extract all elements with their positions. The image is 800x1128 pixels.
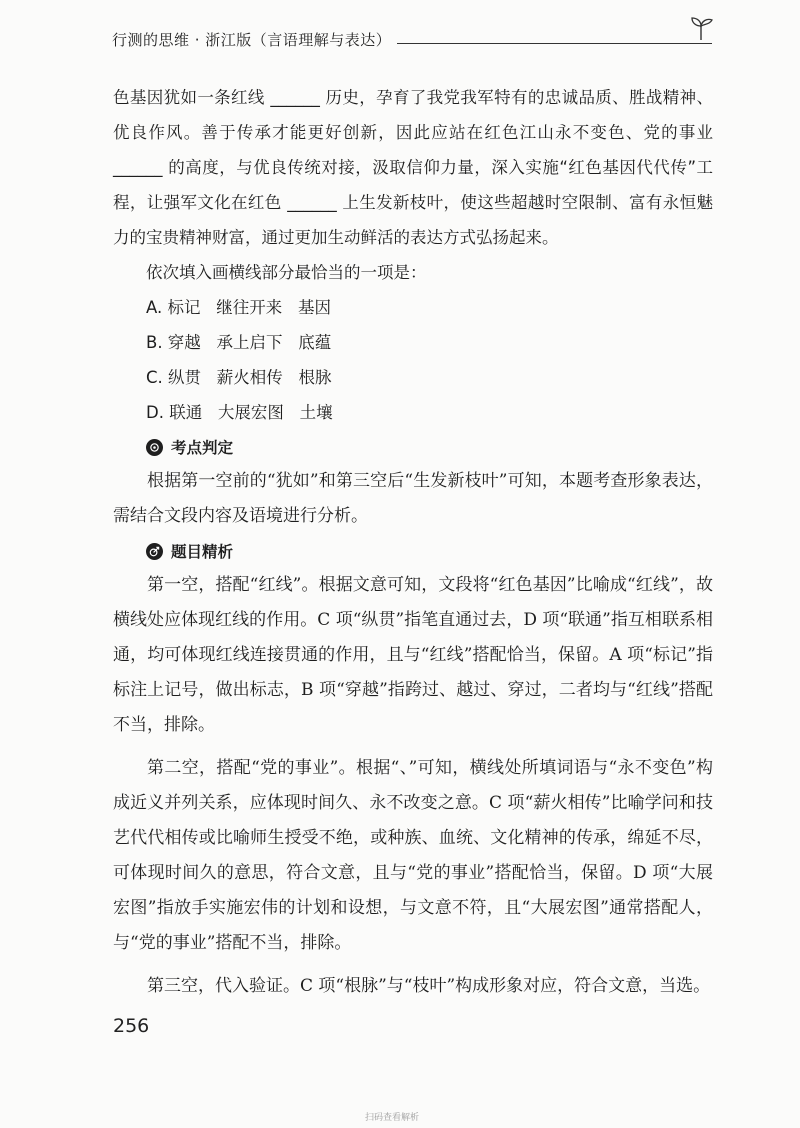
option-d: D. 联通 大展宏图 土壤 (146, 403, 333, 422)
section-title: 考点判定 (171, 439, 234, 457)
analysis-paragraph: 第三空，代入验证。C 项“根脉”与“枝叶”构成形象对应，符合文意，当选。 (147, 976, 711, 996)
option-a: A. 标记 继往开来 基因 (146, 298, 331, 317)
option-c: C. 纵贯 薪火相传 根脉 (146, 368, 332, 387)
section-text: 根据第一空前的“犹如”和第三空后“生发新枝叶”可知，本题考查形象表达，需结合文段内容及语境进行分析。 (113, 471, 713, 526)
analysis-paragraph: 第一空，搭配“红线”。根据文意可知，文段将“红色基因”比喻成“红线”，故横线处应体现红线的作用。C 项“纵贯”指笔直通过去，D 项“联通”指互相联系相通，均可体现红线连接贯通的作用，且与“红线”搭配恰当，保留。A 项“标记”指标注上记号，做出标志，B 项“穿越”指跨过、越过、穿过，二者均与“红线”搭配不当，排除。 (113, 575, 713, 735)
target-icon (146, 439, 163, 456)
page-number: 256 (113, 1015, 150, 1037)
running-header (112, 26, 712, 52)
footer-mark: 扫码查看解析 (365, 1113, 420, 1123)
section-heading-kaodian (113, 430, 713, 464)
sprout-icon (686, 12, 716, 42)
option-b: B. 穿越 承上启下 底蕴 (146, 333, 332, 352)
arrow-target-icon (146, 543, 163, 560)
section-heading-jingxi (113, 534, 713, 568)
question-prompt: 依次填入画横线部分最恰当的一项是： (146, 263, 427, 282)
header-rule (397, 43, 712, 44)
page-content (113, 80, 713, 1004)
header-title: 行测的思维 · 浙江版（言语理解与表达） (112, 30, 392, 49)
question-passage: 色基因犹如一条红线 ______ 历史，孕育了我党我军特有的忠诚品质、胜战精神、优良作风。善于传承才能更好创新，因此应站在红色江山永不变色、党的事业 ______ 的高度，与优良传统对接，汲取信仰力量，深入实施“红色基因代代传”工程，让强军文化在红色 ______ 上生发新枝叶，使这些超越时空限制、富有永恒魅力的宝贵精神财富，通过更加生动鲜活的表达方式弘扬起来。 (113, 88, 713, 247)
section-title: 题目精析 (171, 543, 234, 561)
analysis-paragraph: 第二空，搭配“党的事业”。根据“、”可知，横线处所填词语与“永不变色”构成近义并列关系，应体现时间久、永不改变之意。C 项“薪火相传”比喻学问和技艺代代相传或比喻师生授受不绝，或种族、血统、文化精神的传承，绵延不尽，可体现时间久的意思，符合文意，且与“党的事业”搭配恰当，保留。D 项“大展宏图”指放手实施宏伟的计划和设想，与文意不符，且“大展宏图”通常搭配人，与“党的事业”搭配不当，排除。 (113, 758, 713, 953)
